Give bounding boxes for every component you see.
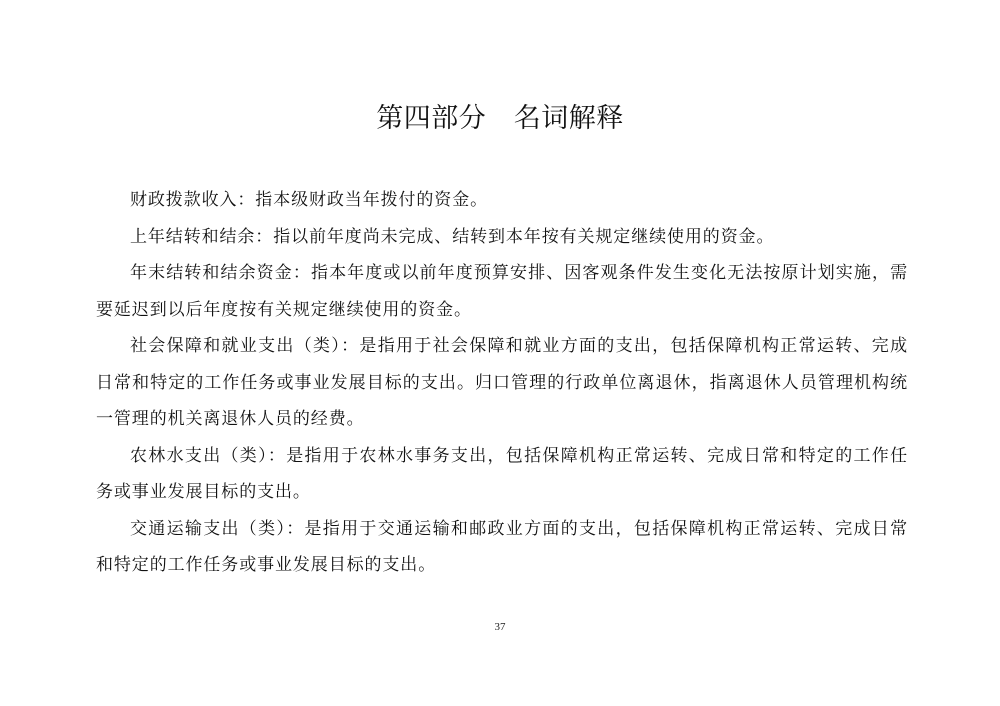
page-number: 37: [494, 621, 506, 633]
definitions-body: [96, 182, 908, 584]
section-title: 第四部分 名词解释: [376, 103, 624, 134]
definition-paragraph: 社会保障和就业支出（类）：是指用于社会保障和就业方面的支出，包括保障机构正常运转、完成日常和特定的工作任务或事业发展目标的支出。归口管理的行政单位离退休，指离退休人员管理机构统一管理的机关离退休人员的经费。: [96, 336, 908, 429]
definition-paragraph: 年末结转和结余资金：指本年度或以前年度预算安排、因客观条件发生变化无法按原计划实施，需要延迟到以后年度按有关规定继续使用的资金。: [96, 263, 908, 320]
definition-paragraph: 上年结转和结余：指以前年度尚未完成、结转到本年按有关规定继续使用的资金。: [130, 226, 775, 247]
definition-paragraph: 农林水支出（类）：是指用于农林水事务支出，包括保障机构正常运转、完成日常和特定的工作任务或事业发展目标的支出。: [96, 445, 908, 502]
definition-paragraph: 财政拨款收入：指本级财政当年拨付的资金。: [130, 190, 488, 210]
definition-paragraph: 交通运输支出（类）：是指用于交通运输和邮政业方面的支出，包括保障机构正常运转、完成日常和特定的工作任务或事业发展目标的支出。: [96, 518, 908, 575]
